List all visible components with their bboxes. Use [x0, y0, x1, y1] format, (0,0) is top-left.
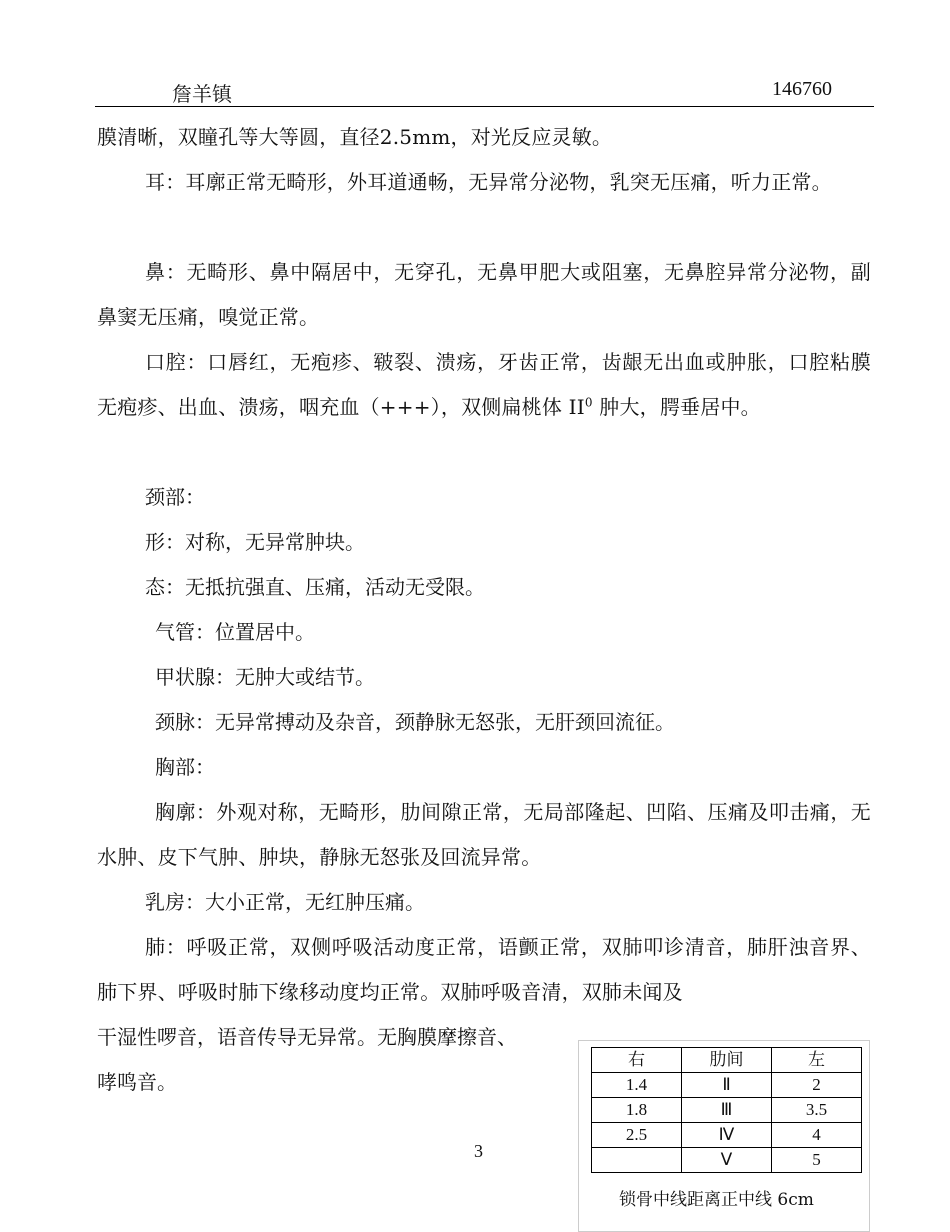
grade-superscript: 0	[584, 395, 593, 410]
table-cell: Ⅳ	[682, 1123, 772, 1148]
header-right-side: 右	[592, 1048, 682, 1073]
line-neck-shape: 形：对称，无异常肿块。	[145, 530, 365, 554]
mouth-text: 口腔：口唇红，无疱疹、皲裂、溃疡，牙齿正常，齿龈无出血或肿胀，口腔粘膜无疱疹、出血、溃疡，咽充血（+++），双侧扁桃体 II	[97, 350, 871, 419]
paragraph-lung: 肺：呼吸正常，双侧呼吸活动度正常，语颤正常，双肺叩诊清音，肺肝浊音界、肺下界、呼吸时肺下缘移动度均正常。双肺呼吸音清，双肺未闻及	[97, 935, 871, 1004]
table-row	[592, 1123, 862, 1148]
cardiac-border-table-box	[578, 1040, 870, 1232]
paragraph-thorax: 胸廓：外观对称，无畸形，肋间隙正常，无局部隆起、凹陷、压痛及叩击痛，无水肿、皮下气肿、肿块，静脉无怒张及回流异常。	[97, 800, 871, 869]
page-number: 3	[474, 1141, 483, 1161]
line-trachea: 气管：位置居中。	[155, 620, 315, 644]
table-caption: 锁骨中线距离正中线 6cm	[619, 1190, 814, 1210]
table-header-row	[592, 1048, 862, 1073]
header-left-side: 左	[772, 1048, 862, 1073]
header-intercostal: 肋间	[682, 1048, 772, 1073]
mouth-text-end: 肿大，腭垂居中。	[592, 395, 761, 419]
table-cell: Ⅲ	[682, 1098, 772, 1123]
table-cell: 1.4	[592, 1073, 682, 1098]
header-town: 詹羊镇	[172, 82, 232, 106]
header-divider	[95, 106, 874, 107]
table-cell	[592, 1148, 682, 1173]
table-cell: 1.8	[592, 1098, 682, 1123]
table-cell: Ⅴ	[682, 1148, 772, 1173]
paragraph-ear: 耳：耳廓正常无畸形，外耳道通畅，无异常分泌物，乳突无压痛，听力正常。	[145, 170, 832, 194]
table-cell: 2.5	[592, 1123, 682, 1148]
table-row	[592, 1148, 862, 1173]
table-row	[592, 1098, 862, 1123]
line-lung-continued: 干湿性啰音，语音传导无异常。无胸膜摩擦音、	[97, 1025, 517, 1049]
line-lung-end: 哮鸣音。	[97, 1070, 177, 1094]
line-neck-vessels: 颈脉：无异常搏动及杂音，颈静脉无怒张，无肝颈回流征。	[155, 710, 675, 734]
paragraph-eye-continued: 膜清晰，双瞳孔等大等圆，直径2.5mm，对光反应灵敏。	[97, 125, 613, 149]
table-cell: 3.5	[772, 1098, 862, 1123]
header-id: 146760	[772, 78, 832, 100]
line-thyroid: 甲状腺：无肿大或结节。	[155, 665, 375, 689]
table-cell: Ⅱ	[682, 1073, 772, 1098]
heading-neck: 颈部：	[145, 485, 205, 509]
paragraph-nose: 鼻：无畸形、鼻中隔居中，无穿孔，无鼻甲肥大或阻塞，无鼻腔异常分泌物，副鼻窦无压痛，嗅觉正常。	[97, 260, 871, 329]
line-neck-state: 态：无抵抗强直、压痛，活动无受限。	[145, 575, 485, 599]
heading-chest: 胸部：	[155, 755, 215, 779]
line-breast: 乳房：大小正常，无红肿压痛。	[145, 890, 425, 914]
table-row	[592, 1073, 862, 1098]
table-cell: 2	[772, 1073, 862, 1098]
table-cell: 4	[772, 1123, 862, 1148]
paragraph-mouth	[97, 340, 871, 430]
table-cell: 5	[772, 1148, 862, 1173]
cardiac-border-table	[591, 1047, 862, 1173]
